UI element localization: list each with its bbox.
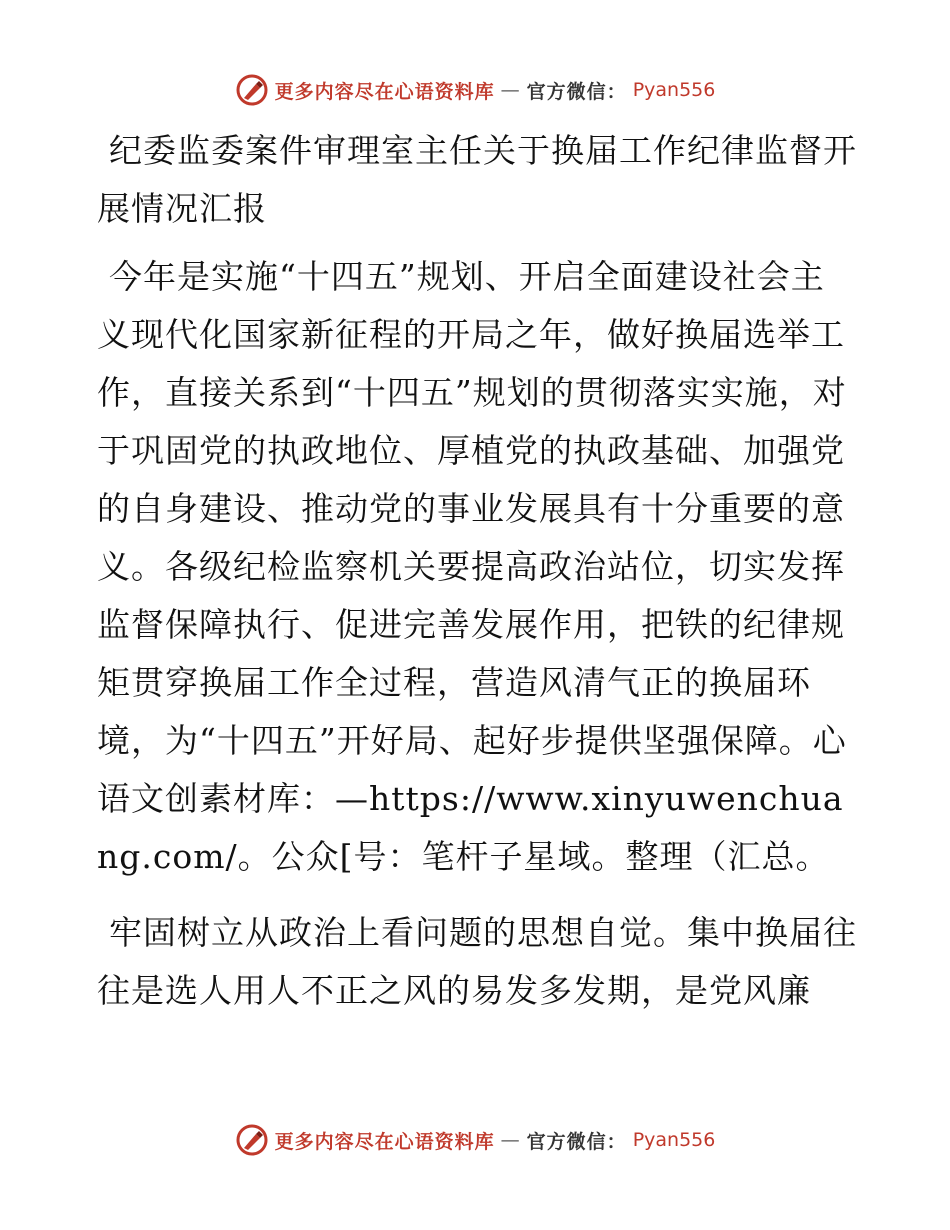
pen-logo-icon bbox=[235, 1123, 269, 1157]
header-watermark bbox=[0, 70, 950, 110]
pen-logo-icon bbox=[235, 73, 269, 107]
document-body bbox=[97, 122, 857, 1020]
watermark-brand: 更多内容尽在心语资料库 bbox=[274, 80, 495, 103]
footer-watermark bbox=[0, 1120, 950, 1160]
watermark-wechat-id: Pyan556 bbox=[632, 1129, 716, 1151]
watermark-wechat-id: Pyan556 bbox=[632, 79, 716, 101]
watermark-separator: — bbox=[500, 79, 521, 101]
watermark-brand: 更多内容尽在心语资料库 bbox=[274, 1130, 495, 1153]
paragraph-2: 牢固树立从政治上看问题的思想自觉。集中换届往往是选人用人不正之风的易发多发期，是党风廉 bbox=[97, 913, 857, 1010]
document-title: 纪委监委案件审理室主任关于换届工作纪律监督开展情况汇报 bbox=[97, 131, 857, 228]
watermark-label: 官方微信： bbox=[526, 1130, 627, 1153]
paragraph-1: 今年是实施“十四五”规划、开启全面建设社会主义现代化国家新征程的开局之年，做好换届选举工作，直接关系到“十四五”规划的贯彻落实实施，对于巩固党的执政地位、厚植党的执政基础、加强党的自身建设、推动党的事业发展具有十分重要的意义。各级纪检监察机关要提高政治站位，切实发挥监督保障执行、促进完善发展作用，把铁的纪律规矩贯穿换届工作全过程，营造风清气正的换届环境，为“十四五”开好局、起好步提供坚强保障。心语文创素材库：—https://www.xinyuwenchuang.com/。公众[号：笔杆子星域。整理（汇总。 bbox=[97, 257, 847, 876]
watermark-label: 官方微信： bbox=[526, 80, 627, 103]
watermark-separator: — bbox=[500, 1129, 521, 1151]
